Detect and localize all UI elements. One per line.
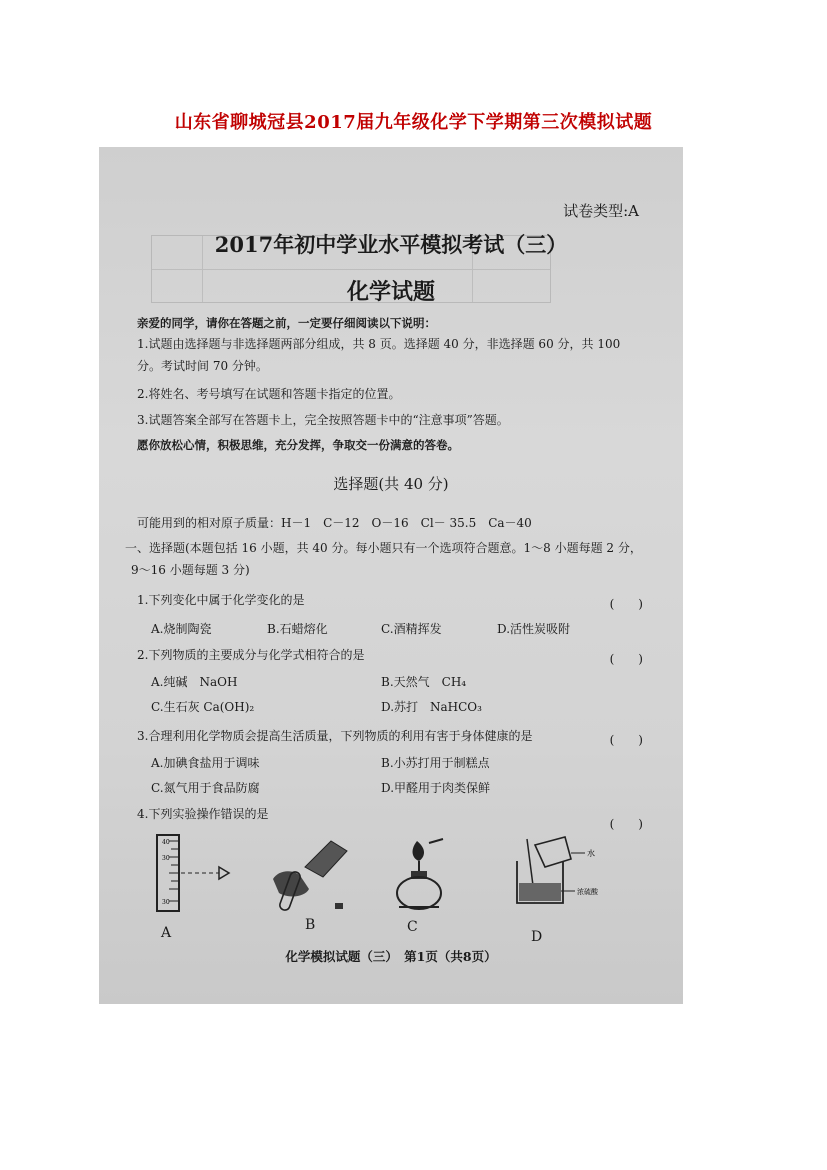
option: D.苏打 NaHCO₃	[381, 700, 482, 714]
match	[429, 839, 443, 843]
paper-type: 试卷类型:A	[563, 202, 639, 220]
question-stem: 4.下列实验操作错误的是	[137, 807, 269, 821]
bottle-stopper	[335, 903, 343, 909]
exam-title: 2017年初中学业水平模拟考试（三）	[214, 232, 568, 257]
label-acid: 浓硫酸	[577, 888, 598, 896]
page-footer: 化学模拟试题（三） 第1页（共8页）	[285, 949, 497, 964]
test-tube-pouring-figure	[265, 833, 365, 915]
figure-label-d: D	[531, 929, 543, 945]
alcohol-lamp-figure	[389, 837, 449, 915]
question-stem: 2.下列物质的主要成分与化学式相符合的是	[137, 648, 365, 662]
option: B.小苏打用于制糕点	[381, 756, 490, 770]
tick-label: 30	[162, 899, 170, 906]
document-title: 山东省聊城冠县2017届九年级化学下学期第三次模拟试题	[174, 112, 653, 133]
answer-paren: ( )	[609, 733, 643, 747]
instruction-line: 2.将姓名、考号填写在试题和答题卡指定的位置。	[137, 387, 401, 401]
option: B.石蜡熔化	[267, 622, 328, 636]
option: B.天然气 CH₄	[381, 675, 467, 689]
atomic-masses: 可能用到的相对原子质量：H－1 C－12 O－16 Cl－ 35.5 Ca－40	[137, 516, 532, 530]
answer-paren: ( )	[609, 652, 643, 666]
instruction-line: 1.试题由选择题与非选择题两部分组成，共 8 页。选择题 40 分，非选择题 60 分，共 100	[137, 337, 621, 351]
option: A.烧制陶瓷	[151, 622, 212, 636]
lamp-body	[397, 877, 441, 909]
label-water: 水	[587, 849, 595, 858]
acid-liquid	[519, 883, 561, 901]
reagent-bottle	[305, 841, 347, 877]
option: A.加碘食盐用于调味	[151, 756, 260, 770]
instruction-line: 3.试题答案全部写在答题卡上，完全按照答题卡中的“注意事项”答题。	[137, 413, 509, 427]
flame-icon	[413, 841, 424, 861]
option: C.酒精挥发	[381, 622, 442, 636]
option: D.甲醛用于肉类保鲜	[381, 781, 491, 795]
notice-text: 亲爱的同学，请你在答题之前，一定要仔细阅读以下说明：	[137, 316, 436, 330]
subject-title: 化学试题	[346, 279, 435, 305]
answer-paren: ( )	[609, 597, 643, 611]
option: C.生石灰 Ca(OH)₂	[151, 700, 255, 714]
dilution-figure	[505, 831, 615, 911]
answer-paren: ( )	[609, 817, 643, 831]
tick-label: 40	[162, 839, 170, 846]
encouragement-line: 愿你放松心情，积极思维，充分发挥，争取交一份满意的答卷。	[137, 438, 459, 452]
option: D.活性炭吸附	[497, 622, 571, 636]
option: A.纯碱 NaOH	[151, 675, 238, 689]
question-stem: 1.下列变化中属于化学变化的是	[137, 593, 305, 607]
section-title: 选择题(共 40 分)	[333, 475, 449, 493]
eye-icon	[219, 867, 229, 879]
question-stem: 3.合理利用化学物质会提高生活质量，下列物质的利用有害于身体健康的是	[137, 729, 533, 743]
tick-label: 30	[162, 855, 170, 862]
figure-label-b: B	[305, 917, 316, 933]
pouring-beaker	[535, 837, 571, 867]
scanned-exam-photo	[99, 147, 683, 1004]
option: C.氮气用于食品防腐	[151, 781, 260, 795]
graduated-cylinder-figure	[149, 833, 239, 913]
figure-label-c: C	[407, 919, 418, 935]
part-heading: 一、选择题(本题包括 16 小题，共 40 分。每小题只有一个选项符合题意。1～8 小题每题 2 分，	[125, 541, 642, 555]
instruction-line: 分。考试时间 70 分钟。	[137, 359, 268, 373]
part-heading: 9～16 小题每题 3 分)	[131, 563, 250, 577]
figure-label-a: A	[161, 925, 172, 941]
